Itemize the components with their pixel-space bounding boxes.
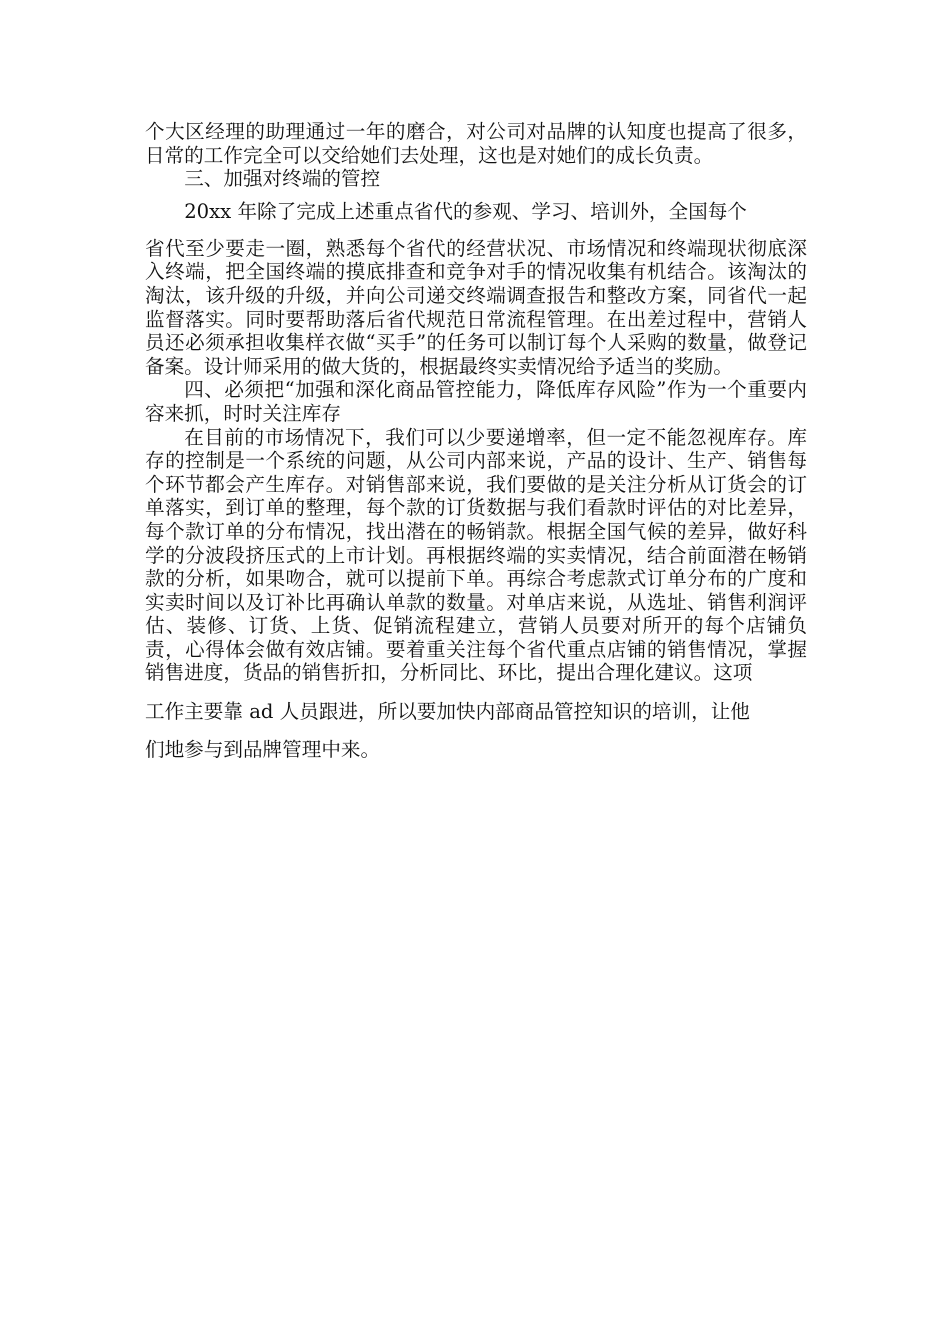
- paragraph-1: 个大区经理的助理通过一年的磨合，对公司对品牌的认知度也提高了很多，日常的工作完全可以交给她们去处理，这也是对她们的成长负责。: [145, 120, 807, 167]
- section-heading-3: 三、加强对终端的管控: [184, 167, 381, 191]
- paragraph-2-lead: 20xx 年除了完成上述重点省代的参观、学习、培训外，全国每个: [184, 199, 747, 223]
- document-body: [145, 120, 807, 769]
- paragraph-2: 省代至少要走一圈，熟悉每个省代的经营状况、市场情况和终端现状彻底深入终端，把全国终端的摸底排查和竞争对手的情况收集有机结合。该淘汰的淘汰，该升级的升级，并向公司递交终端调查报告和整改方案，同省代一起监督落实。同时要帮助落后省代规范日常流程管理。在出差过程中，营销人员还必须承担收集样衣做“买手”的任务可以制订每个人采购的数量，做登记备案。设计师采用的做大货的，根据最终实卖情况给予适当的奖励。: [145, 236, 807, 378]
- paragraph-3-line-a: 工作主要靠 ad 人员跟进，所以要加快内部商品管控知识的培训，让他: [145, 700, 750, 724]
- paragraph-3-line-b: 们地参与到品牌管理中来。: [145, 738, 381, 762]
- section-heading-4: 四、必须把“加强和深化商品管控能力，降低库存风险”作为一个重要内容来抓，时时关注库存: [145, 378, 807, 425]
- paragraph-3: 在目前的市场情况下，我们可以少要递增率，但一定不能忽视库存。库存的控制是一个系统的问题，从公司内部来说，产品的设计、生产、销售每个环节都会产生库存。对销售部来说，我们要做的是关注分析从订货会的订单落实，到订单的整理，每个款的订货数据与我们看款时评估的对比差异，每个款订单的分布情况，找出潜在的畅销款。根据全国气候的差异，做好科学的分波段挤压式的上市计划。再根据终端的实卖情况，结合前面潜在畅销款的分析，如果吻合，就可以提前下单。再综合考虑款式订单分布的广度和实卖时间以及订补比再确认单款的数量。对单店来说，从选址、销售利润评估、装修、订货、上货、促销流程建立，营销人员要对所开的每个店铺负责，心得体会做有效店铺。要着重关注每个省代重点店铺的销售情况，掌握销售进度，货品的销售折扣，分析同比、环比，提出合理化建议。这项: [145, 425, 807, 685]
